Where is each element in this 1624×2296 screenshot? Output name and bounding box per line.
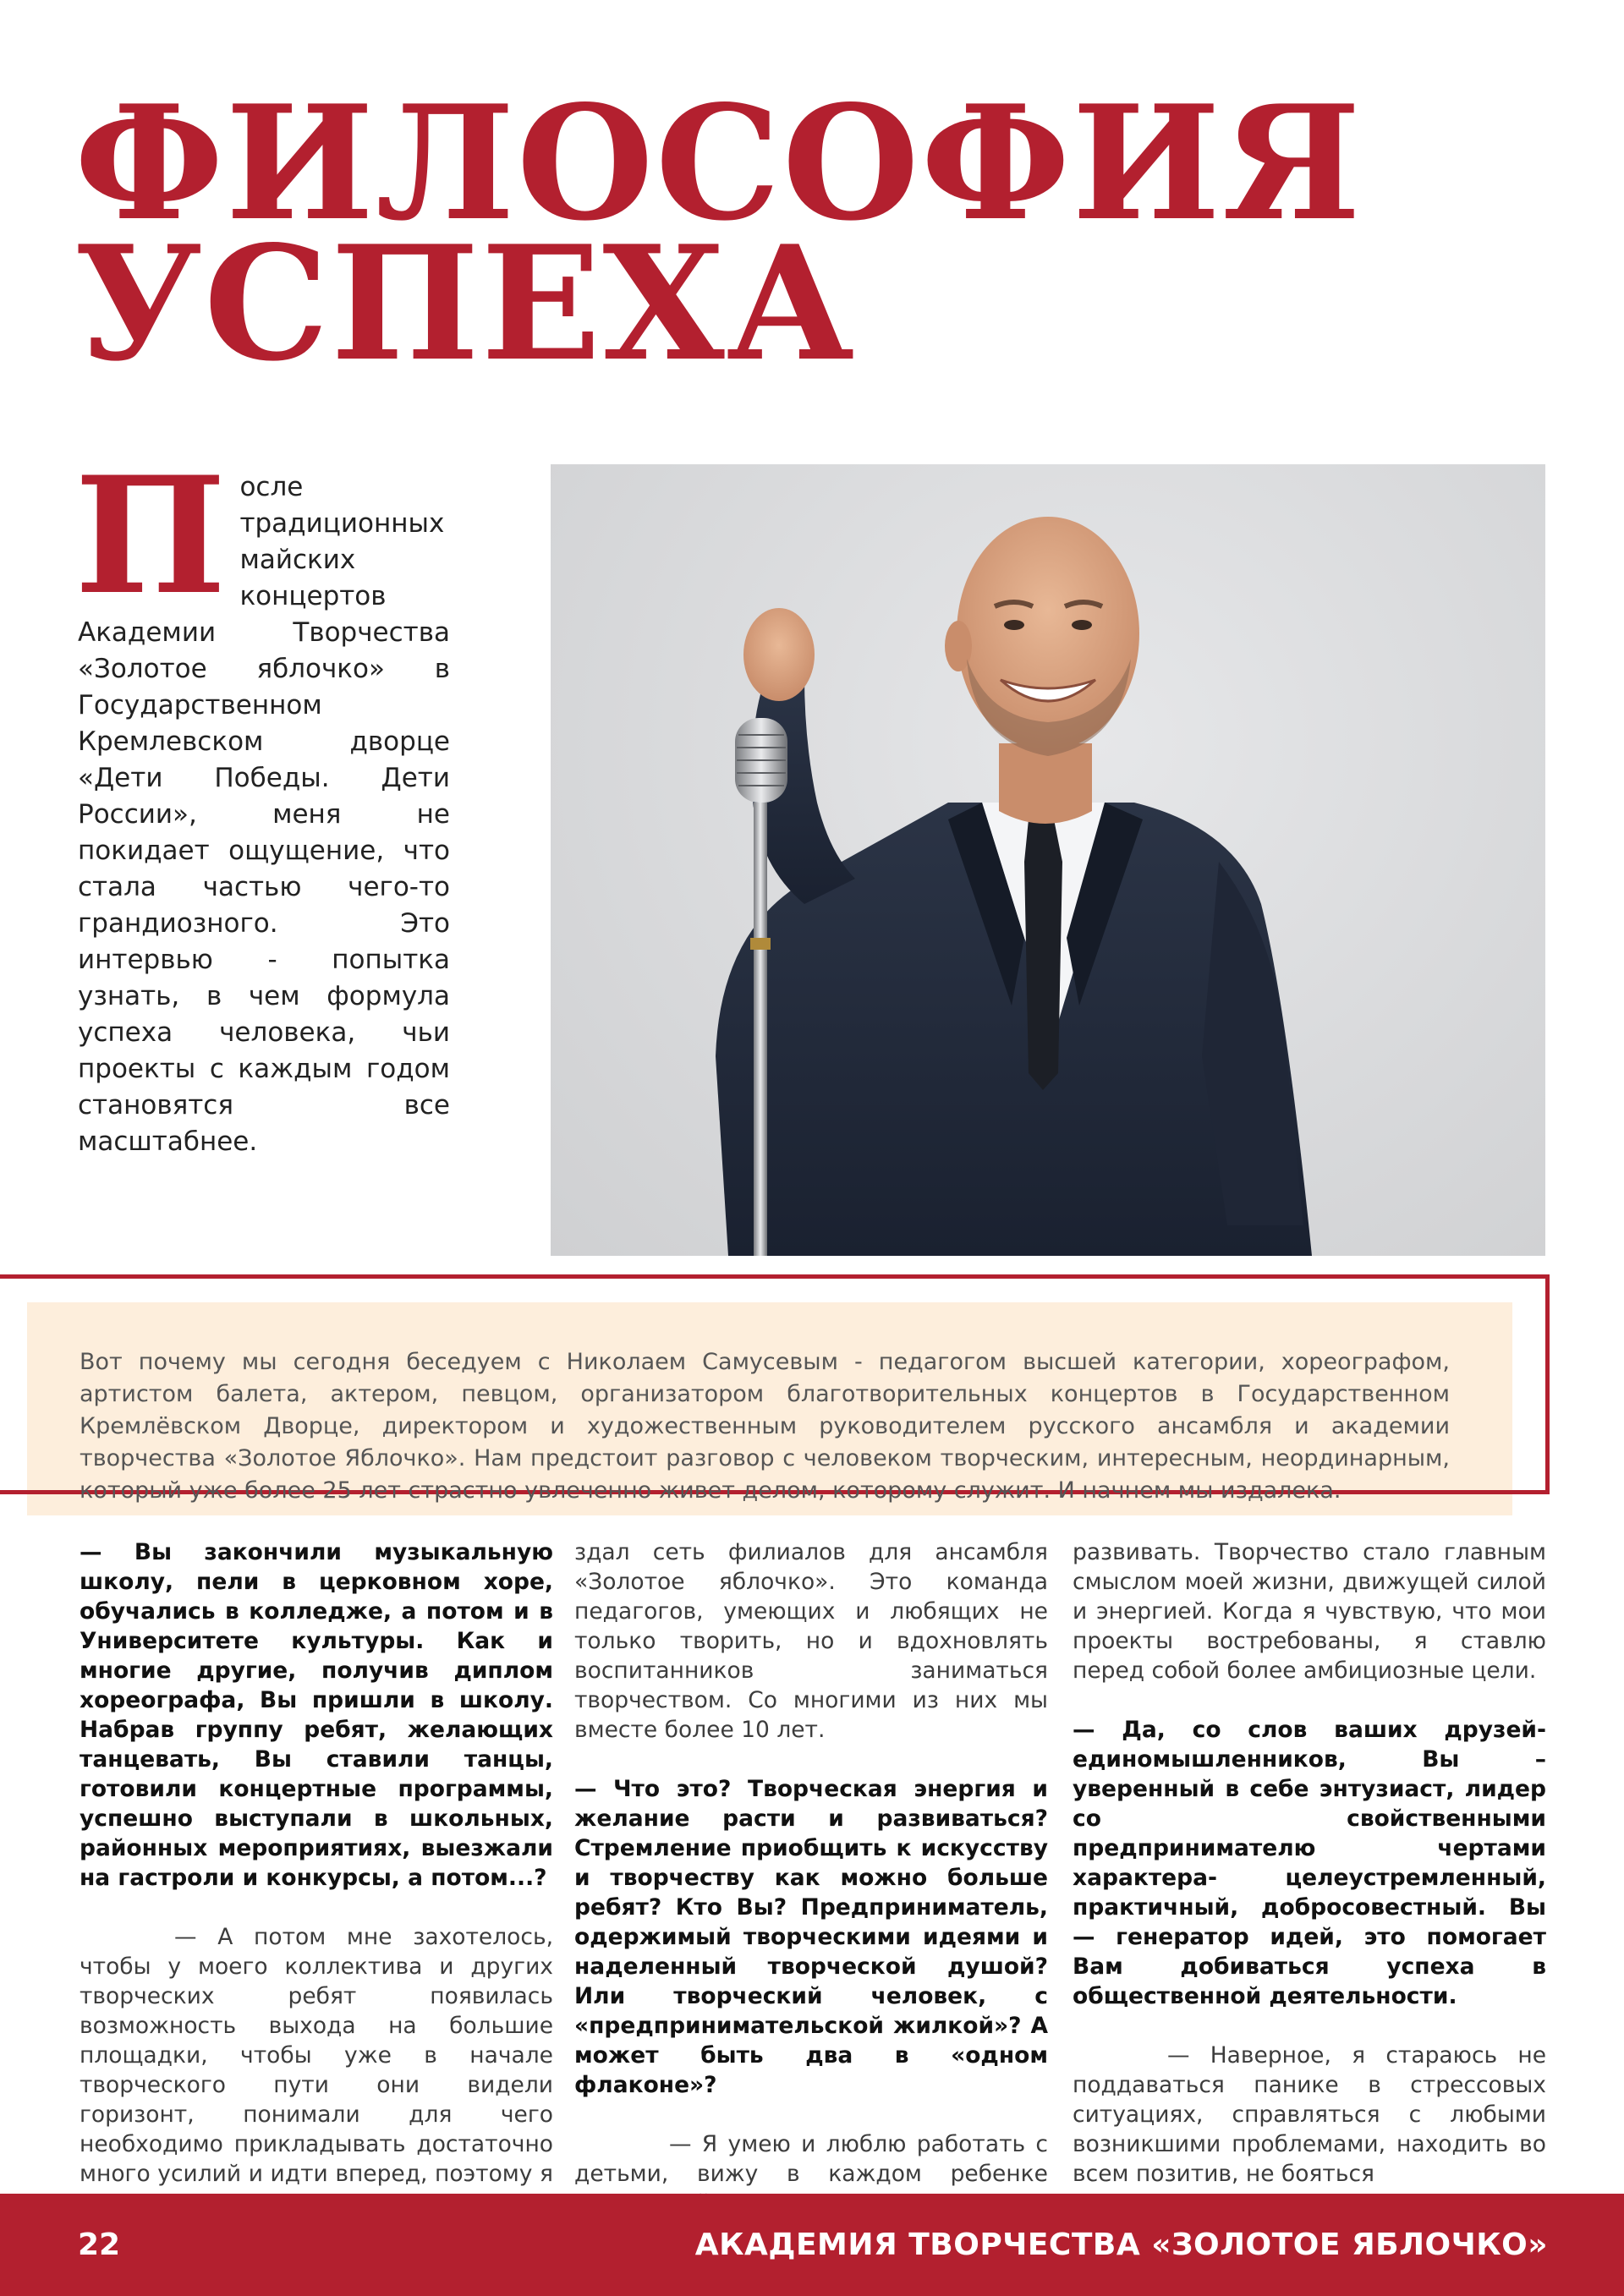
column-3 xyxy=(1073,1537,1546,2189)
answer-1-continued: здал сеть филиалов для ансамбля «Золотое яблочко». Это команда педагогов, умеющих и любящих не только творить, но и вдохновлять воспитанников заниматься творчеством. Со многими из них мы вместе более 10 лет. xyxy=(574,1539,1048,1743)
question-3: — Да, со слов ваших друзей-единомышленников, Вы – уверенный в себе энтузиаст, лидер со свойственными предпринимателю чертами характера- целеустремленный, практичный, добросовестный. Вы — генератор идей, это помогает Вам добиваться успеха в общественной деятельности. xyxy=(1073,1717,1546,2009)
lead-paragraph xyxy=(74,441,450,1160)
answer-2-continued: развивать. Творчество стало главным смыслом моей жизни, движущей силой и энергией. Когда я чувствую, что мои проекты востребованы, я ставлю перед собой более амбициозные цели. xyxy=(1073,1539,1546,1684)
column-1 xyxy=(80,1537,553,2218)
question-2: — Что это? Творческая энергия и желание расти и развиваться? Стремление приобщить к искусству и творчеству как можно больше ребят? Кто Вы? Предприниматель, одержимый творческими идеями и наделенный творческой душой? Или творческий человек, с «предпринимательской жилкой»? А может быть два в «одном флаконе»? xyxy=(574,1776,1048,2098)
column-2 xyxy=(574,1537,1048,2248)
answer-2: — Я умею и люблю работать с детьми, вижу в каждом ребенке xyxy=(574,2131,1048,2187)
article-title xyxy=(74,70,1512,396)
intro-paragraph: Вот почему мы сегодня беседуем с Николаем Самусевым - педагогом высшей категории, хореографом, артистом балета, актером, певцом, организатором благотворительных концертов в Государственном Кремлёвском Дворце, директором и художественным руководителем русского ансамбля и академии творчества «Золотое Яблочко». Нам предстоит разговор с человеком творческим, интересным, неординарным, который уже более 25 лет страстно увлеченно живет делом, которому служит. И начнем мы издалека. xyxy=(80,1349,1450,1504)
page-number: 22 xyxy=(78,2228,121,2262)
portrait-photo xyxy=(551,464,1545,1256)
publication-name: АКАДЕМИЯ ТВОРЧЕСТВА «ЗОЛОТОЕ ЯБЛОЧКО» xyxy=(694,2228,1548,2262)
question-1: — Вы закончили музыкальную школу, пели в церковном хоре, обучались в колледже, а потом и в Университете культуры. Как и многие другие, получив диплом хореографа, Вы пришли в школу. Набрав группу ребят, желающих танцевать, Вы ставили танцы, готовили концертные программы, успешно выступали в школьных, районных мероприятиях, выезжали на гастроли и конкурсы, а потом...? xyxy=(80,1539,553,1891)
drop-cap: П xyxy=(74,441,227,630)
lead-text: осле традиционных майских концертов Академии Творчества «Золотое яблочко» в Государственном Кремлевском дворце «Дети Победы. Дети России», меня не покидает ощущение, что стала частью чего-то грандиозного. Это интервью - попытка узнать, в чем формула успеха человека, чьи проекты с каждым годом становятся все масштабнее. xyxy=(78,472,450,1157)
page-footer xyxy=(0,2194,1624,2296)
answer-1: — А потом мне захотелось, чтобы у моего коллектива и других творческих ребят появилась возможность выхода на большие площадки, чтобы уже в начале творческого пути они видели горизонт, понимали для чего необходимо прикладывать достаточно много усилий и идти вперед, поэтому я xyxy=(80,1924,553,2187)
answer-3: — Наверное, я стараюсь не поддаваться панике в стрессовых ситуациях, справляться с любыми возникшими проблемами, находить во всем позитив, не бояться xyxy=(1073,2042,1546,2187)
title-line-2: УСПЕХА xyxy=(74,211,857,396)
portrait-illustration xyxy=(551,464,1545,1256)
title-line-1: ФИЛОСОФИЯ xyxy=(74,70,1363,255)
